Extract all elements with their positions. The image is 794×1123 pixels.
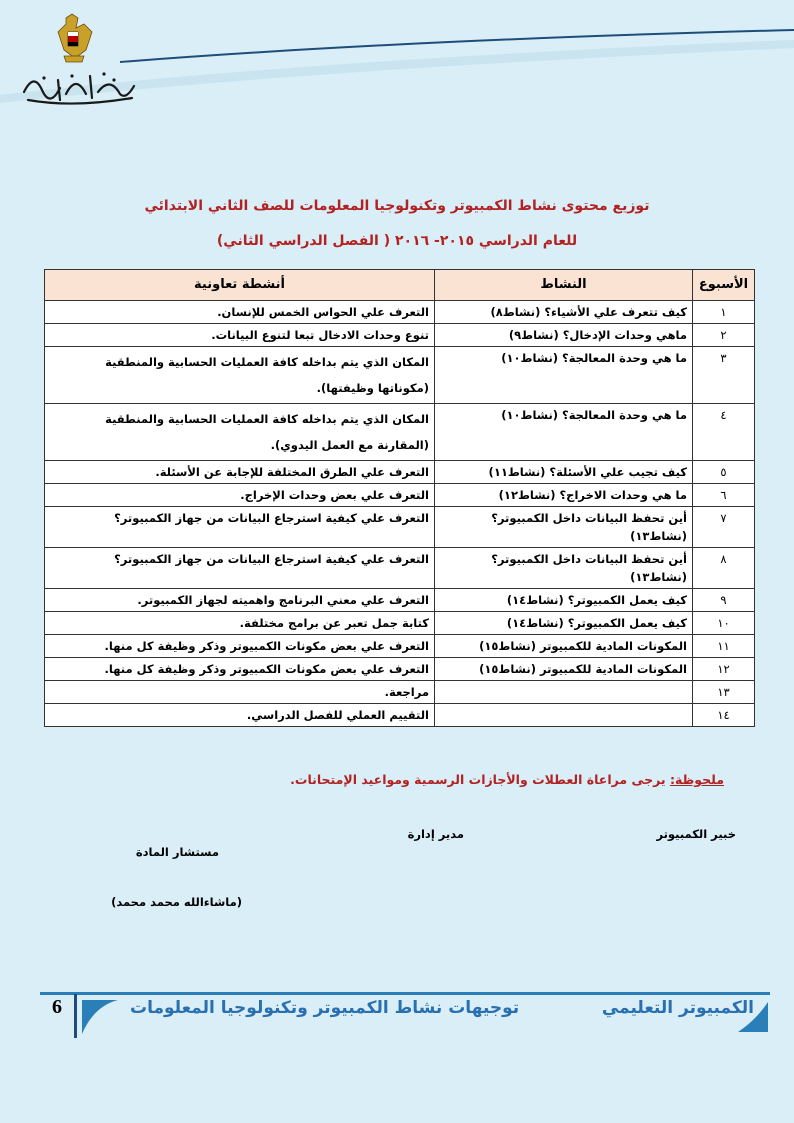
week-cell: ٢ xyxy=(693,324,755,347)
note-text: يرجى مراعاة العطلات والأجازات الرسمية ومواعيد الإمتحانات. xyxy=(290,772,666,787)
coop-cell: المكان الذي يتم بداخله كافة العمليات الحسابية والمنطقية (مكوناتها وظيفتها). xyxy=(45,347,435,404)
week-cell: ٣ xyxy=(693,347,755,404)
week-cell: ١١ xyxy=(693,635,755,658)
signature-expert: خبير الكمبيوتر xyxy=(656,827,736,841)
table-row xyxy=(45,404,755,461)
page-number: 6 xyxy=(52,996,62,1018)
header-week: الأسبوع xyxy=(693,270,755,301)
activity-cell: ماهي وحدات الإدخال؟ (نشاط٩) xyxy=(435,324,693,347)
week-cell: ٦ xyxy=(693,484,755,507)
advisor-name: (ماشاءالله محمد محمد) xyxy=(111,895,242,909)
coop-cell: التعرف علي بعض مكونات الكمبيوتر وذكر وظيفة كل منها. xyxy=(45,658,435,681)
document-subtitle: للعام الدراسي ٢٠١٥- ٢٠١٦ ( الفصل الدراسي الثاني) xyxy=(216,233,578,249)
activity-cell: أين تحفظ البيانات داخل الكمبيوتر؟ (نشاط١٣) xyxy=(435,548,693,589)
table-row xyxy=(45,658,755,681)
week-cell: ١٤ xyxy=(693,704,755,727)
coop-cell: تنوع وحدات الادخال تبعا لتنوع البيانات. xyxy=(45,324,435,347)
ministry-logo xyxy=(14,10,144,110)
document-title: توزيع محتوى نشاط الكمبيوتر وتكنولوجيا المعلومات للصف الثاني الابتدائي xyxy=(144,198,650,214)
week-cell: ٧ xyxy=(693,507,755,548)
table-header-row xyxy=(45,270,755,301)
activity-distribution-table xyxy=(44,269,755,727)
coop-cell: التعرف علي كيفية استرجاع البيانات من جهاز الكمبيوتر؟ xyxy=(45,507,435,548)
header-activity: النشاط xyxy=(435,270,693,301)
activity-cell: المكونات المادية للكمبيوتر (نشاط١٥) xyxy=(435,635,693,658)
week-cell: ١ xyxy=(693,301,755,324)
table-row xyxy=(45,589,755,612)
week-cell: ٥ xyxy=(693,461,755,484)
coop-cell: التعرف علي كيفية استرجاع البيانات من جهاز الكمبيوتر؟ xyxy=(45,548,435,589)
activity-cell: المكونات المادية للكمبيوتر (نشاط١٥) xyxy=(435,658,693,681)
week-cell: ٨ xyxy=(693,548,755,589)
coop-cell: مراجعة. xyxy=(45,681,435,704)
week-cell: ٤ xyxy=(693,404,755,461)
activity-cell: ما هي وحدات الاخراج؟ (نشاط١٢) xyxy=(435,484,693,507)
signature-advisor: مستشار المادة xyxy=(135,845,219,859)
activity-cell: كيف تجيب علي الأسئلة؟ (نشاط١١) xyxy=(435,461,693,484)
activity-cell: ما هي وحدة المعالجة؟ (نشاط١٠) xyxy=(435,404,693,461)
note-label: ملحوظة: xyxy=(669,772,724,787)
coop-cell: التعرف علي معني البرنامج واهميته لجهاز الكمبيوتر. xyxy=(45,589,435,612)
activity-cell xyxy=(435,681,693,704)
coop-cell: التقييم العملي للفصل الدراسي. xyxy=(45,704,435,727)
coop-cell: كتابة جمل تعبر عن برامج مختلفة. xyxy=(45,612,435,635)
week-cell: ١٣ xyxy=(693,681,755,704)
table-row xyxy=(45,704,755,727)
activity-cell: كيف يعمل الكمبيوتر؟ (نشاط١٤) xyxy=(435,589,693,612)
footer-brand: الكمبيوتر التعليمي xyxy=(601,998,754,1018)
coop-cell: التعرف علي بعض وحدات الإخراج. xyxy=(45,484,435,507)
activity-cell: كيف تتعرف علي الأشياء؟ (نشاط٨) xyxy=(435,301,693,324)
coop-cell: التعرف علي الطرق المختلفة للإجابة عن الأسئلة. xyxy=(45,461,435,484)
week-cell: ١٢ xyxy=(693,658,755,681)
table-row xyxy=(45,612,755,635)
coop-cell: التعرف علي بعض مكونات الكمبيوتر وذكر وظيفة كل منها. xyxy=(45,635,435,658)
table-row xyxy=(45,461,755,484)
signature-manager: مدير إدارة xyxy=(407,827,464,841)
footer-center-text: توجيهات نشاط الكمبيوتر وتكنولوجيا المعلومات xyxy=(130,998,520,1018)
table-row xyxy=(45,548,755,589)
table-row xyxy=(45,484,755,507)
table-row xyxy=(45,681,755,704)
week-cell: ١٠ xyxy=(693,612,755,635)
week-cell: ٩ xyxy=(693,589,755,612)
table-row xyxy=(45,507,755,548)
coop-cell: التعرف علي الحواس الخمس للإنسان. xyxy=(45,301,435,324)
footer-corner-icon xyxy=(80,996,120,1036)
header-cooperative: أنشطة تعاونية xyxy=(45,270,435,301)
table-row xyxy=(45,301,755,324)
activity-cell: كيف يعمل الكمبيوتر؟ (نشاط١٤) xyxy=(435,612,693,635)
activity-cell xyxy=(435,704,693,727)
table-row xyxy=(45,635,755,658)
activity-cell: أين تحفظ البيانات داخل الكمبيوتر؟ (نشاط١٣) xyxy=(435,507,693,548)
table-row xyxy=(45,347,755,404)
eagle-emblem-icon xyxy=(14,10,144,110)
coop-cell: المكان الذي يتم بداخله كافة العمليات الحسابية والمنطقية (المقارنة مع العمل اليدوي). xyxy=(45,404,435,461)
activity-cell: ما هي وحدة المعالجة؟ (نشاط١٠) xyxy=(435,347,693,404)
page-number-bar xyxy=(74,994,77,1038)
note xyxy=(290,772,724,787)
footer-divider xyxy=(40,992,770,995)
table-row xyxy=(45,324,755,347)
